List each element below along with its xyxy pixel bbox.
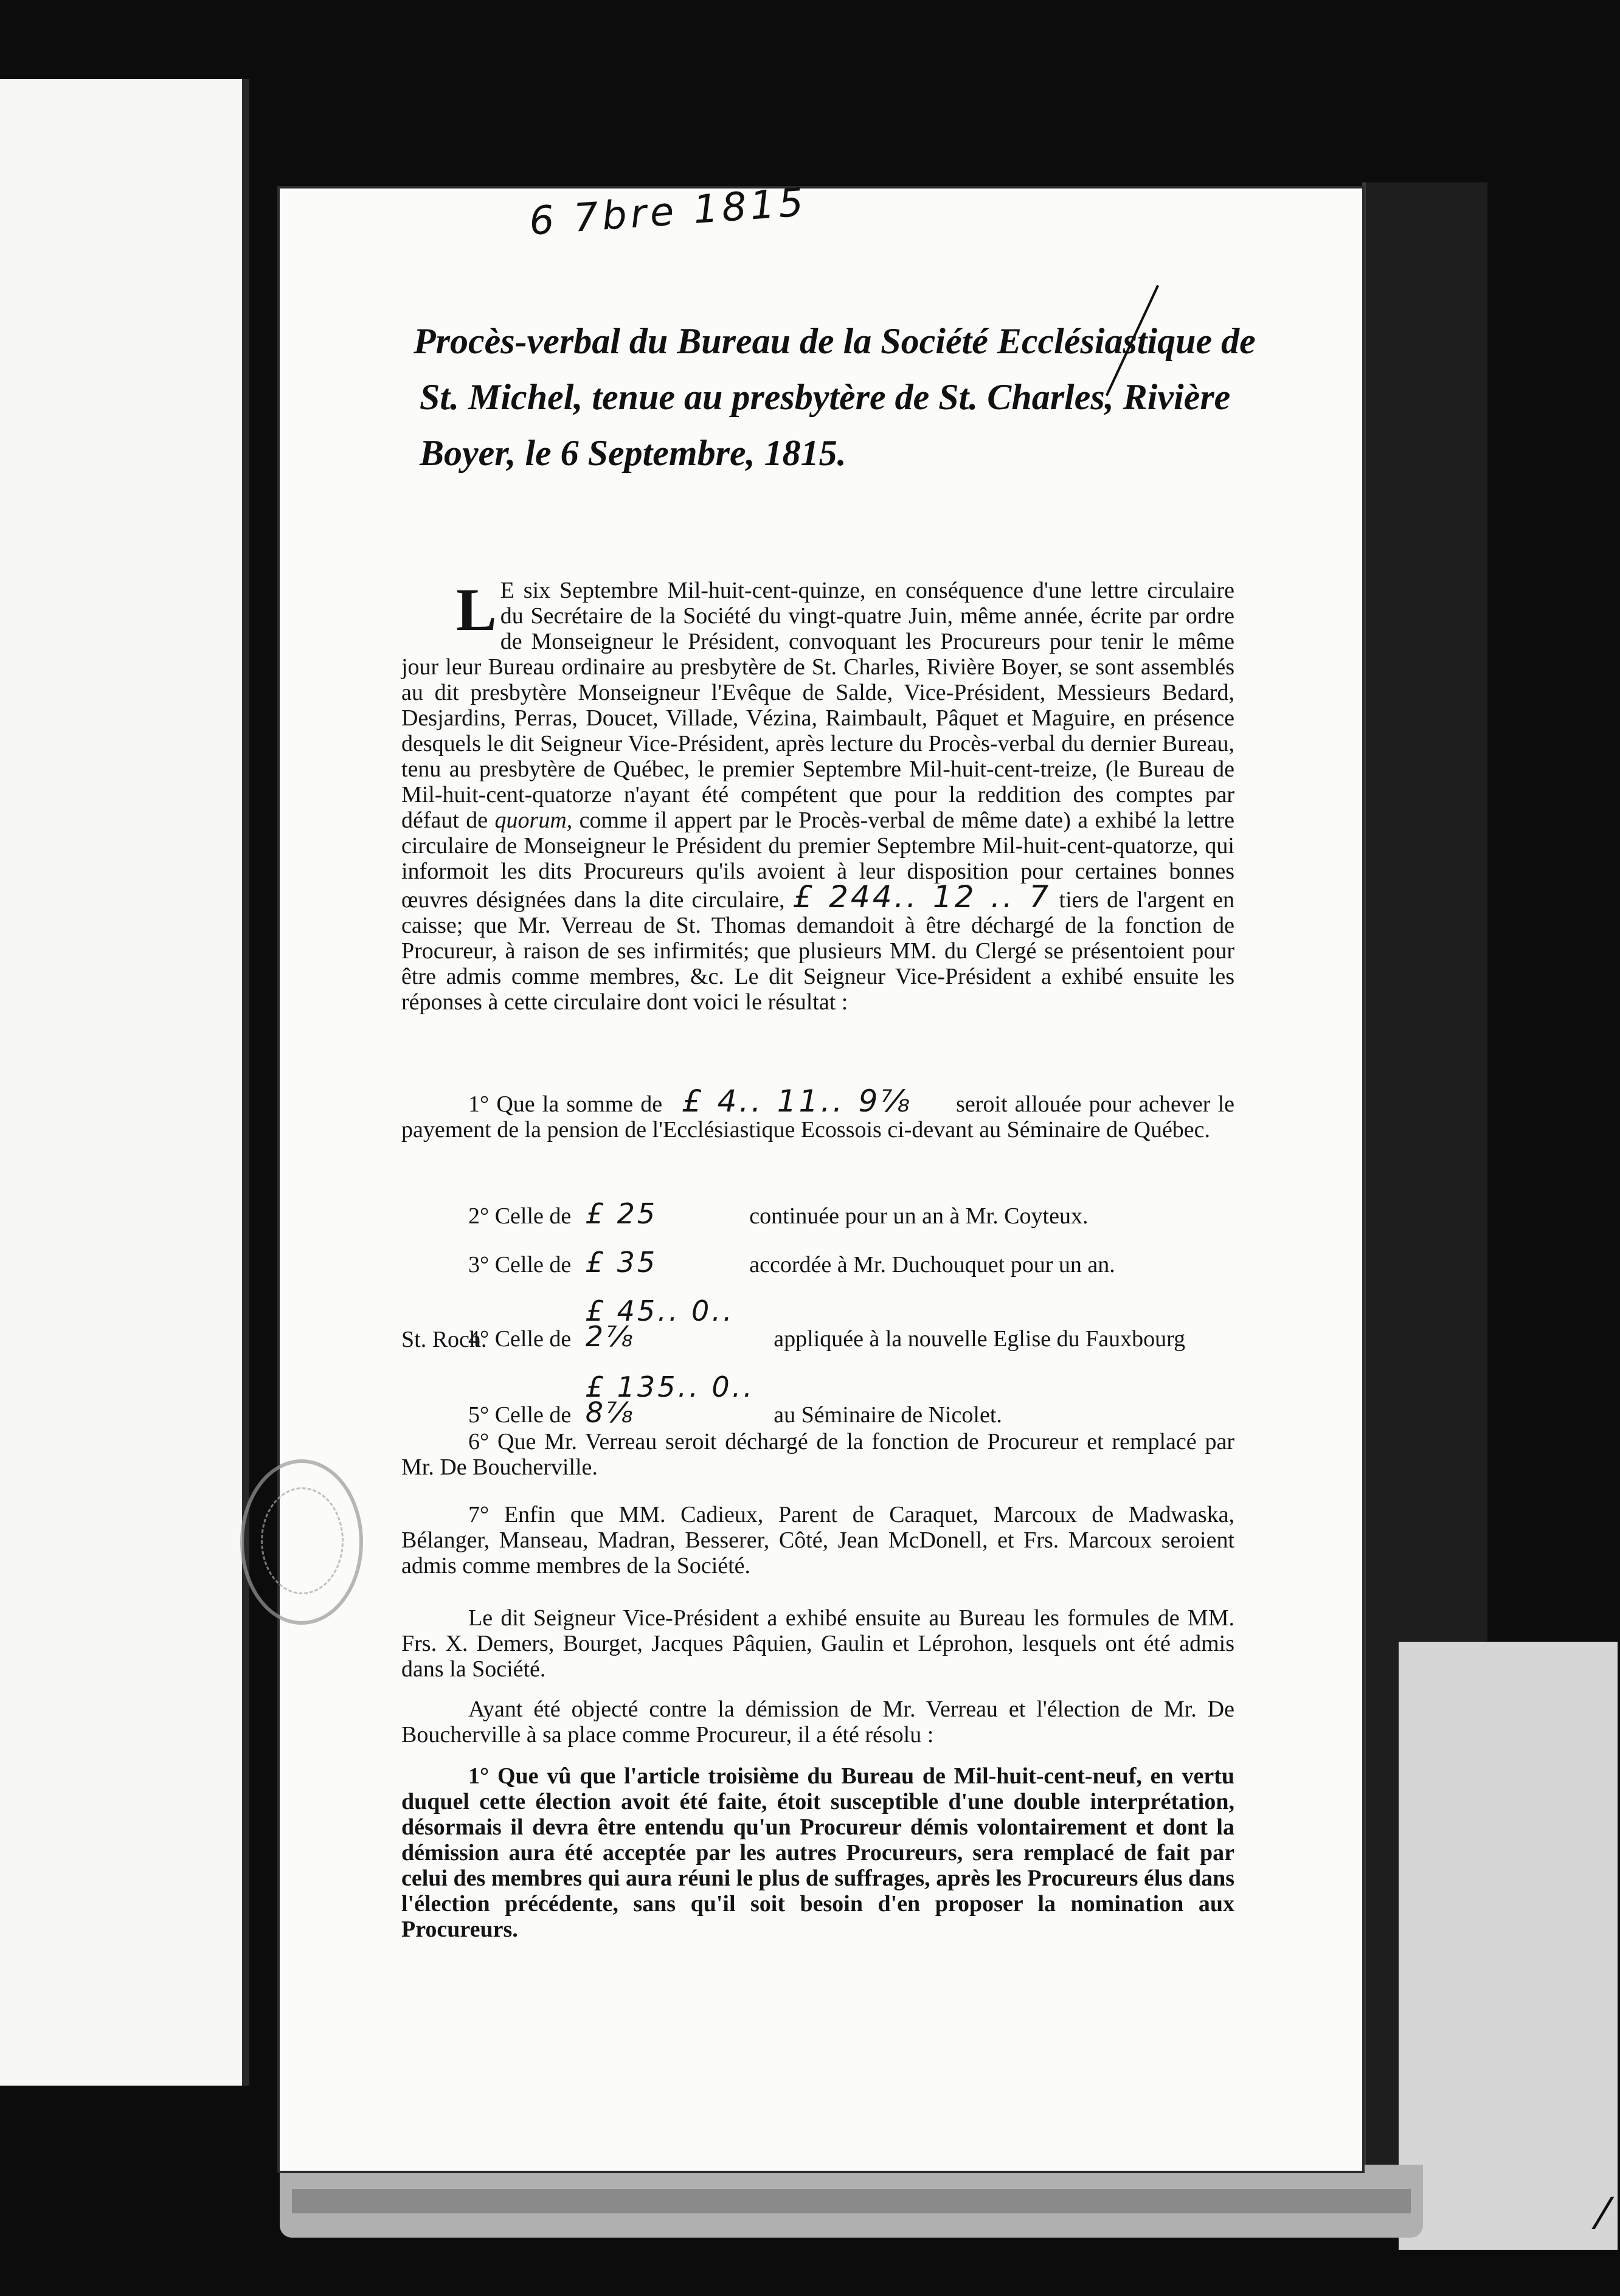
intro-text-2: comme il appert par le Procès-verbal de même date) a exhibé la lettre circulaire de Monseigneur le Président du premier Septembre Mil-huit-cent-quatorze, qui informoit les dits Procureurs qu'ils avoient à leur disposition pour certaines bonnes œuvres désignées dans la dite circulaire, <box>401 807 1234 913</box>
intro-paragraph <box>401 578 1234 1015</box>
resolution-item-6: 6° Que Mr. Verreau seroit déchargé de la fonction de Procureur et remplacé par Mr. De Boucherville. <box>401 1429 1234 1480</box>
document-page <box>280 180 1607 2239</box>
resolution-item-4-cont: St. Roch. <box>401 1327 487 1352</box>
archive-seal-stamp <box>240 1459 363 1625</box>
adjacent-page-left <box>0 79 242 2086</box>
page-stack-shadow <box>292 2189 1411 2213</box>
intro-text-3: tiers de l'argent en caisse; que Mr. Verreau de St. Thomas demandoit à être déchargé de la fonction de Procureur, à raison de ses infirmités; que plusieurs MM. du Clergé se présentoient pour être admis comme membres, &c. Le dit Seigneur Vice-Président a exhibé ensuite les réponses à cette circulaire dont voici le résultat : <box>401 887 1234 1015</box>
quorum-word: quorum, <box>494 807 573 833</box>
adjacent-page-right <box>1399 1642 1618 2250</box>
handwritten-amount-2: £ 25 <box>585 1197 658 1230</box>
document-title: Procès-verbal du Bureau de la Société Ecclésiastique de St. Michel, tenue au presbytère de St. Charles, Rivière Boyer, le 6 Septembre, 1815. <box>414 321 1256 473</box>
handwritten-date: 6 7bre 1815 <box>527 180 809 244</box>
handwritten-amount-4: £ 45.. 0.. 2⅞ <box>585 1295 735 1353</box>
paragraph-objection: Ayant été objecté contre la démission de Mr. Verreau et l'élection de Mr. De Boucherville à sa place comme Procureur, il a été résolu : <box>401 1696 1234 1748</box>
resolution-item-5: 5° Celle de £ 135.. 0.. 8⅞ au Séminaire de Nicolet. <box>468 1371 1002 1429</box>
intro-text: E six Septembre Mil-huit-cent-quinze, en conséquence d'une lettre circulaire du Secrétaire de la Société du vingt-quatre Juin, même année, écrite par ordre de Monseigneur le Président, convoquant les Procureurs pour tenir le même jour leur Bureau ordinaire au presbytère de St. Charles, Rivière Boyer, se sont assemblés au dit presbytère Monseigneur l'Evêque de Salde, Vice-Président, Messieurs Bedard, Desjardins, Perras, Doucet, Villade, Vézina, Raimbault, Pâquet et Maguire, en présence desquels le dit Seigneur Vice-Président, après lecture du Procès-verbal du dernier Bureau, tenu au presbytère de Québec, le premier Septembre Mil-huit-cent-treize, (le Bureau de Mil-huit-cent-quatorze n'ayant été compétent que pour la reddition des comptes par défaut de <box>401 578 1234 833</box>
page-gutter <box>242 79 249 2086</box>
handwritten-amount-5: £ 135.. 0.. 8⅞ <box>585 1371 755 1429</box>
resolution-item-7: 7° Enfin que MM. Cadieux, Parent de Caraquet, Marcoux de Madwaska, Bélanger, Manseau, Madran, Besserer, Côté, Jean McDonell, et Frs. Marcoux seroient admis comme membres de la Société. <box>401 1502 1234 1579</box>
handwritten-amount-tiers: £ 244.. 12 .. 7 <box>792 879 1051 915</box>
paragraph-formules: Le dit Seigneur Vice-Président a exhibé ensuite au Bureau les formules de MM. Frs. X. Demers, Bourget, Jacques Pâquien, Gaulin et Léprohon, lesquels ont été admis dans la Société. <box>401 1605 1234 1682</box>
handwritten-amount-1: £ 4.. 11.. 9⅞ <box>682 1084 912 1119</box>
resolution-item-4: 4° Celle de £ 45.. 0.. 2⅞ appliquée à la nouvelle Eglise du Fauxbourg <box>468 1295 1186 1353</box>
corner-mark: ⁄ <box>1599 2189 1607 2239</box>
resolution-paragraph: 1° Que vû que l'article troisième du Bureau de Mil-huit-cent-neuf, en vertu duquel cette élection avoit été faite, étoit susceptible d'une double interprétation, désormais il devra être entendu qu'un Procureur démis volontairement et dont la démission aura été acceptée par les autres Procureurs, sera remplacé de fait par celui des membres qui aura réuni le plus de suffrages, après les Procureurs élus dans l'élection précédente, sans qu'il soit besoin d'en proposer la nomination aux Procureurs. <box>401 1763 1234 1942</box>
resolution-item-1: 1° Que la somme de £ 4.. 11.. 9⅞ seroit allouée pour achever le payement de la pension de l'Ecclésiastique Ecossois ci-devant au Séminaire de Québec. <box>401 1084 1234 1143</box>
archive-seal-inner <box>261 1487 344 1594</box>
resolution-item-3: 3° Celle de £ 35 accordée à Mr. Duchouquet pour un an. <box>468 1246 1115 1279</box>
drop-cap: L <box>456 576 497 643</box>
resolution-item-2: 2° Celle de £ 25 continuée pour un an à Mr. Coyteux. <box>468 1197 1089 1230</box>
handwritten-amount-3: £ 35 <box>585 1246 658 1279</box>
